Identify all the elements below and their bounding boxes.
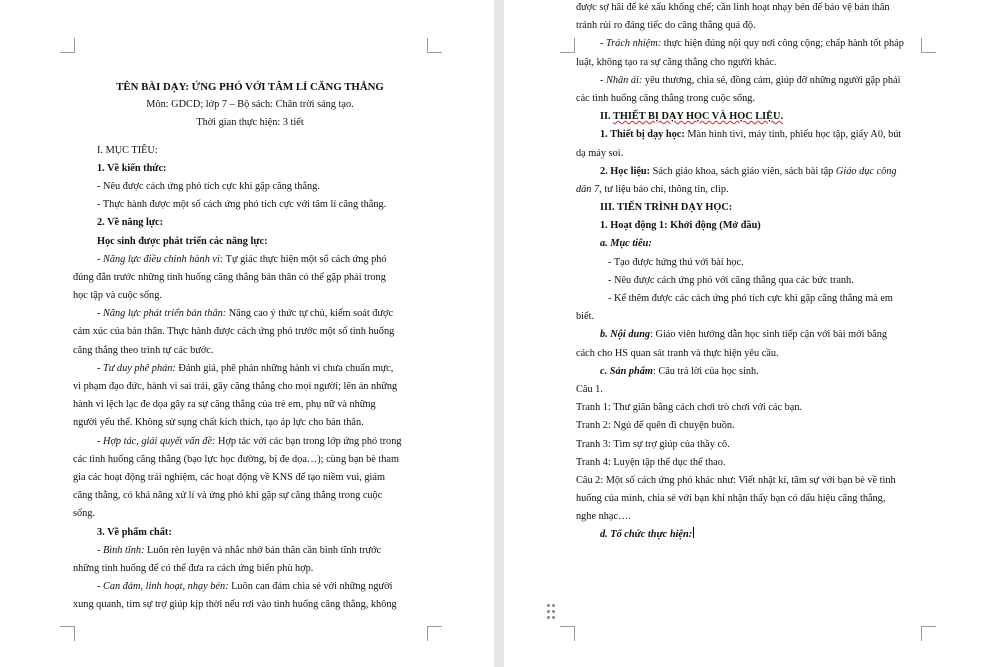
list-item: Tranh 2: Ngủ để quên đi chuyện buồn. bbox=[576, 420, 735, 432]
paragraph-drag-handle-icon[interactable] bbox=[547, 604, 557, 620]
section-heading: II. THIẾT BỊ DẠY HỌC VÀ HỌC LIỆU. bbox=[600, 111, 784, 123]
margin-corner-top-left bbox=[60, 38, 75, 53]
paragraph-line: 2. Học liệu: Sách giáo khoa, sách giáo viên, sách bài tập Giáo dục công bbox=[600, 165, 897, 177]
paragraph-line: 1. Thiết bị dạy học: Màn hình tivi, máy tính, phiếu học tập, giấy A0, bút bbox=[600, 129, 902, 141]
list-item: - Nêu được cách ứng phó với căng thẳng qua các bức tranh. bbox=[608, 274, 854, 286]
term-label: 2. Học liệu: bbox=[600, 165, 651, 177]
list-item: Tranh 1: Thư giãn bằng cách chơi trò chơi với các bạn. bbox=[576, 402, 803, 414]
paragraph-line: các tình huống căng thẳng (bạo lực học đường, bị đe dọa…); cùng bạn bè tham bbox=[73, 453, 399, 465]
paragraph-line: sống. bbox=[73, 508, 96, 520]
paragraph-line: huống của mình, chia sẻ với bạn khi nhận thấy bạn có dấu hiệu căng thẳng, bbox=[576, 493, 886, 505]
duration-line: Thời gian thực hiện: 3 tiết bbox=[196, 117, 304, 129]
paragraph-line: - Trách nhiệm: thực hiện đúng nội quy nơi công cộng; chấp hành tốt pháp bbox=[600, 38, 904, 50]
subsection-heading: 1. Về kiến thức: bbox=[97, 162, 167, 174]
list-item: Tranh 3: Tìm sự trợ giúp của thầy cô. bbox=[576, 438, 730, 450]
paragraph-line: - Thực hành được một số cách ứng phó tích cực với tâm lí căng thẳng. bbox=[97, 199, 387, 211]
paragraph-line: luật, không tạo ra sự căng thẳng cho người khác. bbox=[576, 56, 777, 68]
term-label: - Trách nhiệm: bbox=[600, 38, 662, 50]
paragraph-line: người yếu thế. Không sử sụng chất kích thích, tạo áp lực cho bản thân. bbox=[73, 417, 364, 429]
term-label: - Hợp tác, giải quyết vấn đề: bbox=[97, 435, 216, 447]
term-label: - Bình tĩnh: bbox=[97, 544, 145, 556]
list-item: - Tạo được hứng thú với bài học. bbox=[608, 256, 744, 268]
term-label: - Năng lực phát triển bản thân: bbox=[97, 308, 227, 320]
section-heading: I. MỤC TIÊU: bbox=[97, 144, 158, 156]
term-label: 1. Thiết bị dạy học: bbox=[600, 129, 685, 141]
paragraph-line: Câu 1. bbox=[576, 383, 603, 395]
term-label: d. Tổ chức thực hiện: bbox=[600, 529, 693, 541]
document-page-2[interactable] bbox=[504, 0, 988, 667]
paragraph-line: vi phạm đạo đức, hành vi sai trái, gây căng thẳng cho mọi người; lên án những bbox=[73, 381, 398, 392]
paragraph-line: các tình huống căng thẳng trong cuộc sống. bbox=[576, 92, 756, 104]
paragraph-line: tránh rủi ro đáng tiếc do căng thẳng quá độ. bbox=[576, 20, 756, 32]
page-1-text[interactable] bbox=[73, 78, 427, 614]
paragraph-line: dạ máy soi. bbox=[576, 147, 624, 159]
term-label: - Năng lực điều chỉnh hành vi: bbox=[97, 253, 224, 265]
term-label: - Tư duy phê phán: bbox=[97, 362, 176, 374]
margin-corner-bottom-left bbox=[60, 626, 75, 641]
paragraph-line: căng thẳng theo trình tự các bước. bbox=[73, 344, 214, 356]
list-item: - Kể thêm được các cách ứng phó tích cực khi gặp căng thẳng mà em bbox=[608, 293, 893, 304]
paragraph-heading: Học sinh được phát triển các năng lực: bbox=[97, 235, 268, 247]
paragraph-line: những tình huống để có thể đưa ra cách ứng biến phù hợp. bbox=[73, 562, 314, 574]
margin-corner-bottom-right bbox=[921, 626, 936, 641]
paragraph-line: - Can đảm, linh hoạt, nhạy bén: Luôn can đảm chia sẻ với những người bbox=[97, 581, 393, 593]
paragraph-line: - Năng lực điều chỉnh hành vi: Tự giác thực hiện một số cách ứng phó bbox=[97, 253, 387, 265]
paragraph-line: học tập và cuộc sống. bbox=[73, 290, 162, 302]
term-label: - Nhân ái: bbox=[600, 74, 643, 86]
paragraph-line: xung quanh, tìm sự trợ giúp kịp thời nếu rơi vào tình huống căng thẳng, không bbox=[73, 599, 397, 611]
subject-line: Môn: GDCD; lớp 7 – Bộ sách: Chân trời sáng tạo. bbox=[146, 99, 354, 111]
text-cursor bbox=[693, 527, 694, 538]
paragraph-line: đúng đắn trước những tình huống căng thẳng bản thân có thể gặp phải trong bbox=[73, 271, 386, 283]
section-heading: III. TIẾN TRÌNH DẠY HỌC: bbox=[600, 202, 733, 214]
paragraph-line: biết. bbox=[576, 311, 595, 323]
subsection-heading: 2. Về năng lực: bbox=[97, 217, 164, 229]
term-label: - Can đảm, linh hoạt, nhạy bén: bbox=[97, 581, 229, 593]
margin-corner-bottom-right bbox=[427, 626, 442, 641]
paragraph-line: - Nhân ái: yêu thương, chia sẻ, đồng cảm, giúp đỡ những người gặp phải bbox=[600, 74, 901, 86]
lesson-title: TÊN BÀI DẠY: ỨNG PHÓ VỚI TÂM LÍ CĂNG THẲNG bbox=[116, 81, 384, 93]
activity-heading: 1. Hoạt động 1: Khởi động (Mở đầu) bbox=[600, 220, 761, 232]
paragraph-line: gia các hoạt động trải nghiệm, các hoạt động về KNS để tạo niềm vui, giảm bbox=[73, 471, 385, 483]
paragraph-line: - Hợp tác, giải quyết vấn đề: Hợp tác với các bạn trong lớp ứng phó trong bbox=[97, 435, 402, 447]
term-label: a. Mục tiêu: bbox=[600, 238, 652, 250]
paragraph-line: cảm xúc của bản thân. Thực hành được cách ứng phó trước một số tình huống bbox=[73, 326, 395, 338]
paragraph-line: được sợ hãi để kẻ xấu khống chế; cần linh hoạt nhạy bén để bảo vệ bản thân bbox=[576, 2, 890, 13]
term-label: c. Sản phẩm bbox=[600, 365, 653, 377]
list-item: Tranh 4: Luyện tập thể dục thể thao. bbox=[576, 456, 726, 468]
margin-corner-top-right bbox=[427, 38, 442, 53]
margin-corner-top-left bbox=[560, 38, 575, 53]
paragraph-line bbox=[576, 526, 926, 544]
term-label: b. Nội dung bbox=[600, 329, 651, 341]
paragraph-line: Câu 2: Một số cách ứng phó khác như: Viết nhật kí, tâm sự với bạn bè về tình bbox=[576, 474, 896, 486]
paragraph-line: dân 7, tư liệu báo chí, thông tin, clip. bbox=[576, 183, 729, 195]
paragraph-line: - Bình tĩnh: Luôn rèn luyện và nhắc nhở bản thân cần bình tĩnh trước bbox=[97, 544, 382, 556]
subsection-heading: 3. Về phẩm chất: bbox=[97, 526, 172, 538]
paragraph-line: - Tư duy phê phán: Đánh giá, phê phán những hành vi chưa chuẩn mực, bbox=[97, 362, 394, 374]
paragraph-line: c. Sản phẩm: Câu trả lời của học sinh. bbox=[600, 365, 759, 377]
paragraph-line: cách cho HS quan sát tranh và thực hiện yêu cầu. bbox=[576, 347, 779, 359]
page-2-text[interactable] bbox=[576, 0, 926, 545]
paragraph-line: - Nêu được cách ứng phó tích cực khi gặp căng thẳng. bbox=[97, 180, 320, 192]
paragraph-line: - Năng lực phát triển bản thân: Nâng cao ý thức tự chủ, kiểm soát được bbox=[97, 308, 394, 320]
paragraph-line: hành vi lệch lạc đe dọa gây ra sự căng thẳng của trẻ em, phụ nữ và những bbox=[73, 399, 376, 411]
paragraph-line: b. Nội dung: Giáo viên hướng dẫn học sinh tiếp cận với bài mới bằng bbox=[600, 329, 888, 341]
spellcheck-underlined-heading: THIẾT BỊ DẠY HỌC VÀ HỌC LIỆU. bbox=[612, 111, 784, 123]
margin-corner-bottom-left bbox=[560, 626, 575, 641]
paragraph-line: nghe nhạc…. bbox=[576, 511, 631, 523]
paragraph-line: căng thẳng, có khả năng xử lí và ứng phó khi gặp sự căng thẳng trong cuộc bbox=[73, 490, 383, 502]
